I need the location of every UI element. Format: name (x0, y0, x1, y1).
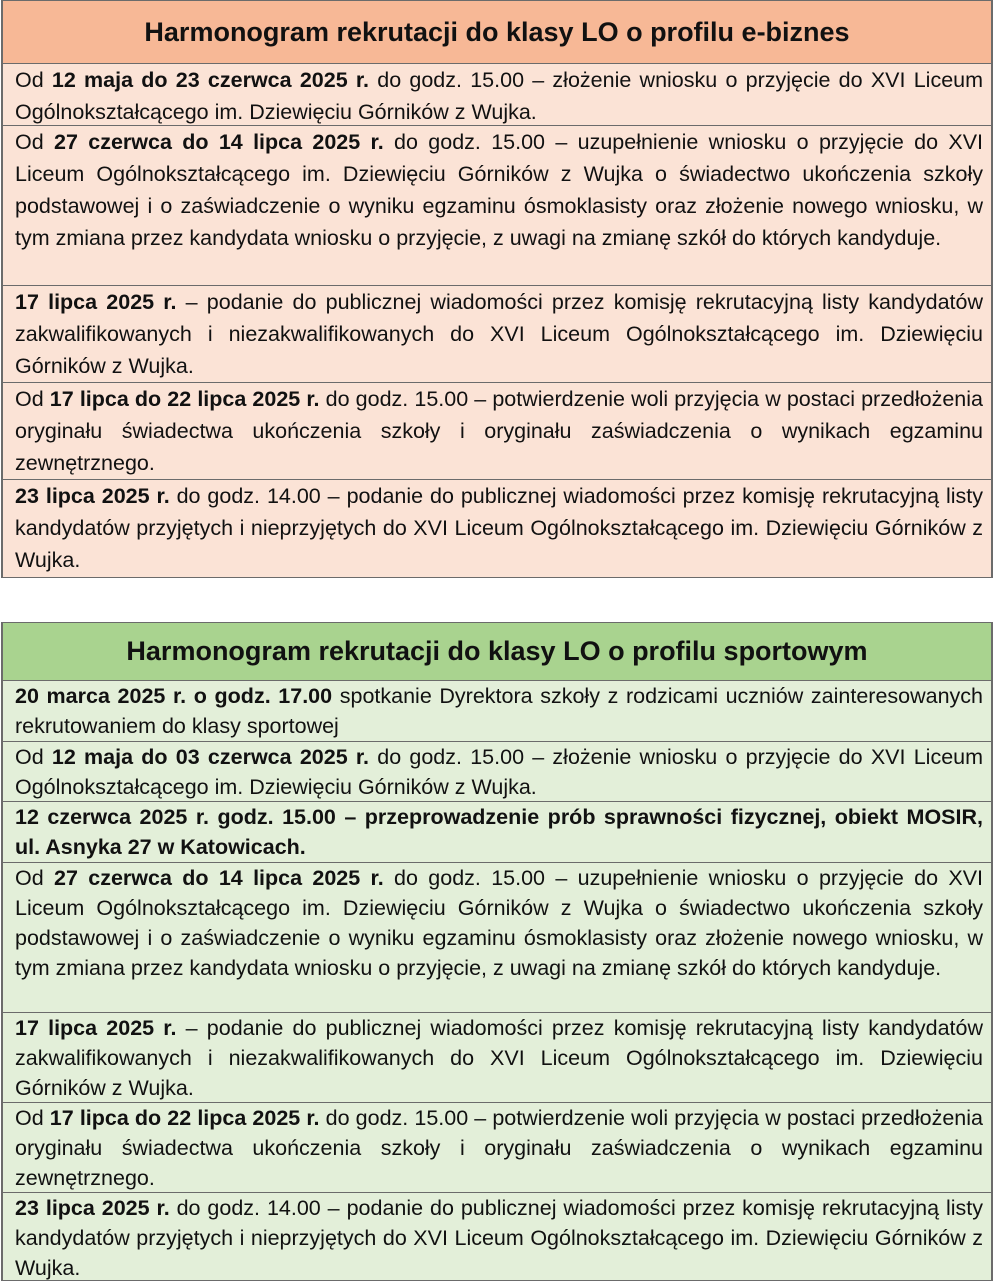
schedule-row (2, 681, 992, 742)
schedule-row (2, 64, 992, 126)
row-date: 17 lipca 2025 r. (15, 1016, 177, 1040)
row-prefix: Od (15, 68, 52, 92)
row-prefix: Od (15, 866, 55, 890)
row-date: 17 lipca do 22 lipca 2025 r. (49, 387, 320, 411)
row-date: 12 czerwca 2025 r. godz. 15.00 – przeprowadzenie prób sprawności fizycznej, obiekt MOSIR, ul. Asnyka 27 w Katowicach. (15, 805, 983, 859)
row-prefix: Od (15, 1106, 50, 1130)
schedule-row (2, 863, 992, 1013)
row-date: 23 lipca 2025 r. (15, 484, 170, 508)
schedule-table-sportowy (1, 622, 993, 1281)
row-date: 17 lipca do 22 lipca 2025 r. (49, 1106, 320, 1130)
row-text: do godz. 14.00 – podanie do publicznej wiadomości przez komisję rekrutacyjną listy kandydatów przyjętych i nieprzyjętych do XVI Liceum Ogólnokształcącego im. Dziewięciu Górników z Wujka. (15, 1196, 984, 1280)
row-text: – podanie do publicznej wiadomości przez komisję rekrutacyjną listy kandydatów zakwalifikowanych i niezakwalifikowanych do XVI Liceum Ogólnokształcącego im. Dziewięciu Górników z Wujka. (15, 290, 984, 379)
schedule-table-ebiznes (1, 0, 993, 578)
row-prefix: Od (15, 130, 55, 154)
row-text: spotkanie Dyrektora szkoły z rodzicami uczniów zainteresowanych rekrutowaniem do klasy sportowej (15, 684, 984, 738)
row-text: do godz. 15.00 – uzupełnienie wniosku o przyjęcie do XVI Liceum Ogólnokształcącego im. Dziewięciu Górników z Wujka o świadectwo ukończenia szkoły podstawowej i o zaświadczenie o wyniku egzaminu ósmoklasisty oraz złożenie nowego wniosku, w tym zmiana przez kandydata wniosku o przyjęcie, z uwagi na zmianę szkół do których kandyduje. (15, 130, 984, 251)
schedule-row (2, 126, 992, 286)
row-date: 27 czerwca do 14 lipca 2025 r. (54, 866, 384, 890)
schedule-row (2, 742, 992, 802)
table-title: Harmonogram rekrutacji do klasy LO o profilu e-biznes (2, 0, 992, 64)
row-date: 17 lipca 2025 r. (15, 290, 177, 314)
schedule-row (2, 802, 992, 863)
row-text: do godz. 15.00 – uzupełnienie wniosku o przyjęcie do XVI Liceum Ogólnokształcącego im. Dziewięciu Górników z Wujka o świadectwo ukończenia szkoły podstawowej i o zaświadczenie o wyniku egzaminu ósmoklasisty oraz złożenie nowego wniosku, w tym zmiana przez kandydata wniosku o przyjęcie, z uwagi na zmianę szkół do których kandyduje. (15, 866, 984, 980)
row-text: do godz. 15.00 – potwierdzenie woli przyjęcia w postaci przedłożenia oryginału świadectwa ukończenia szkoły i oryginału zaświadczenia o wynikach egzaminu zewnętrznego. (15, 1106, 983, 1190)
schedule-row (2, 1193, 992, 1281)
row-date: 27 czerwca do 14 lipca 2025 r. (54, 130, 384, 154)
row-text: do godz. 15.00 – potwierdzenie woli przyjęcia w postaci przedłożenia oryginału świadectwa ukończenia szkoły i oryginału zaświadczenia o wynikach egzaminu zewnętrznego. (15, 387, 983, 476)
schedule-row (2, 1013, 992, 1103)
schedule-row (2, 286, 992, 383)
schedule-row (2, 383, 992, 480)
row-prefix: Od (15, 387, 50, 411)
row-text: – podanie do publicznej wiadomości przez komisję rekrutacyjną listy kandydatów zakwalifikowanych i niezakwalifikowanych do XVI Liceum Ogólnokształcącego im. Dziewięciu Górników z Wujka. (15, 1016, 984, 1100)
schedule-row (2, 1103, 992, 1193)
row-text: do godz. 15.00 – złożenie wniosku o przyjęcie do XVI Liceum Ogólnokształcącego im. Dziewięciu Górników z Wujka. (15, 68, 984, 125)
row-date: 12 maja do 03 czerwca 2025 r. (51, 745, 370, 769)
table-title: Harmonogram rekrutacji do klasy LO o profilu sportowym (2, 622, 992, 681)
row-text: do godz. 15.00 – złożenie wniosku o przyjęcie do XVI Liceum Ogólnokształcącego im. Dziewięciu Górników z Wujka. (15, 745, 984, 799)
row-date: 20 marca 2025 r. o godz. 17.00 (15, 684, 333, 708)
row-date: 23 lipca 2025 r. (15, 1196, 170, 1220)
schedule-row (2, 480, 992, 578)
row-date: 12 maja do 23 czerwca 2025 r. (51, 68, 370, 92)
row-text: do godz. 14.00 – podanie do publicznej wiadomości przez komisję rekrutacyjną listy kandydatów przyjętych i nieprzyjętych do XVI Liceum Ogólnokształcącego im. Dziewięciu Górników z Wujka. (15, 484, 984, 573)
row-prefix: Od (15, 745, 52, 769)
